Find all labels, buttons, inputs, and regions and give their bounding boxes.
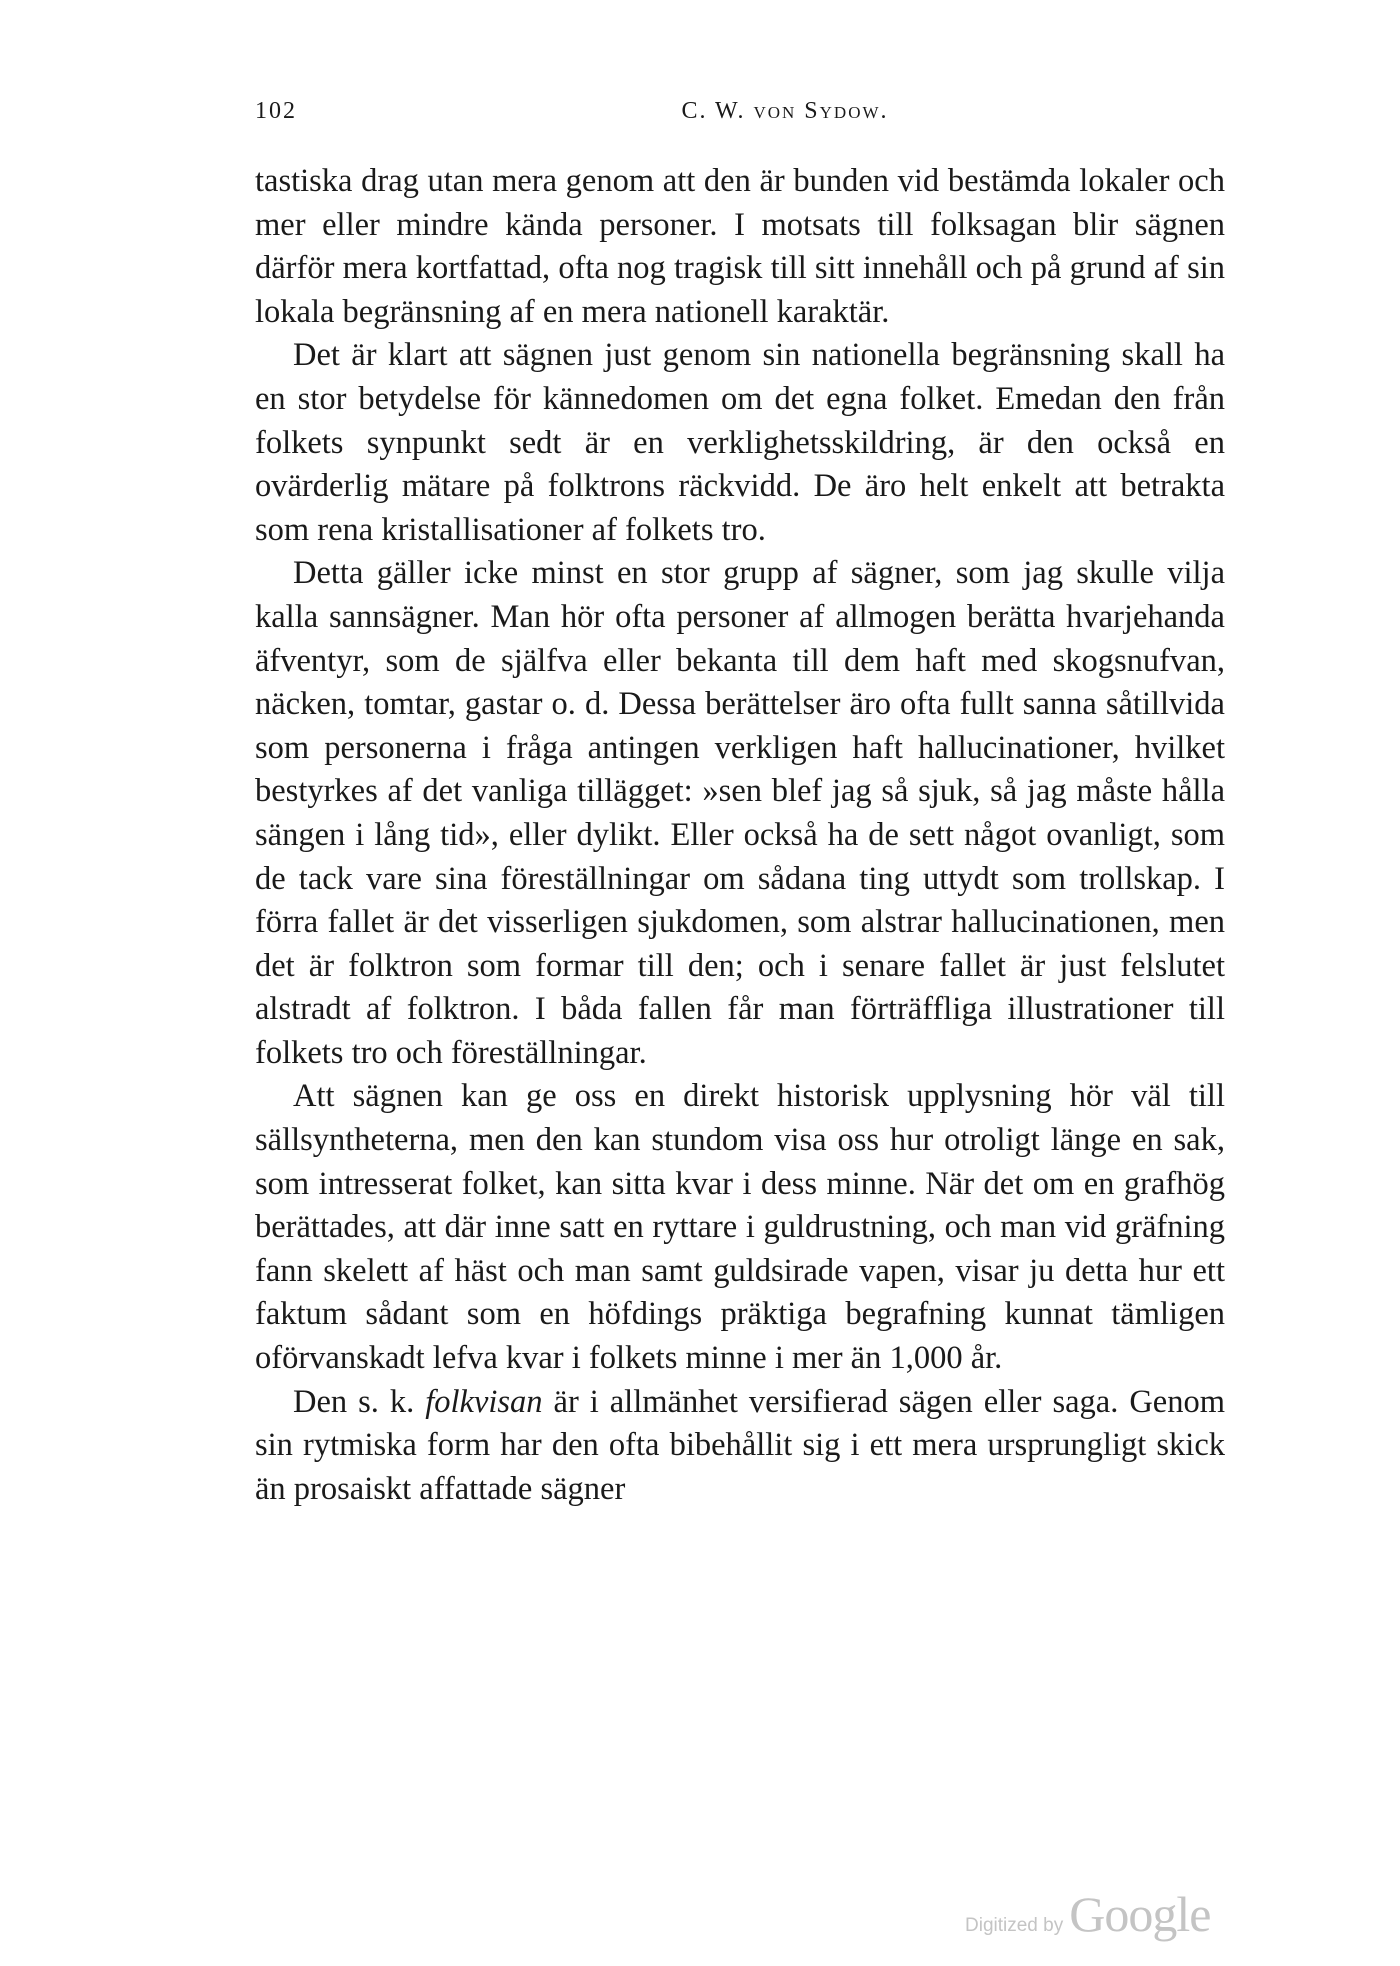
paragraph-1-text: tastiska drag utan mera genom att den är bunden vid bestämda lokaler och mer eller mindre kända personer. I motsats till folksagan blir sägnen därför mera kortfattad, ofta nog tragisk till sitt innehåll och på grund af sin lokala begränsning af en mera nationell karaktär. bbox=[255, 163, 1225, 330]
paragraph-5 bbox=[255, 1381, 1225, 1512]
paragraph-3-text: Detta gäller icke minst en stor grupp af sägner, som jag skulle vilja kalla sannsägner. Man hör ofta personer af allmogen berätta hvarjehanda äfventyr, som de själfva eller bekanta till dem haft med skogsnufvan, näcken, tomtar, gastar o. d. Dessa berättelser äro ofta fullt sanna såtillvida som personerna i fråga antingen verkligen haft hallucinationer, hvilket bestyrkes af det vanliga tillägget: »sen blef jag så sjuk, så jag måste hålla sängen i lång tid», eller dylikt. Eller också ha de sett något ovanligt, som de tack vare sina föreställningar om sådana ting uttydt som trollskap. I förra fallet är det visserligen sjukdomen, som alstrar hallucinationen, men det är folktron som formar till den; och i senare fallet är just felslutet alstradt af folktron. I båda fallen får man förträffliga illustrationer till folkets tro och föreställningar. bbox=[255, 555, 1225, 1071]
google-logo: Google bbox=[1069, 1886, 1211, 1942]
paragraph-4 bbox=[255, 1075, 1225, 1380]
page-number: 102 bbox=[255, 98, 297, 124]
body-text bbox=[255, 160, 1225, 1511]
digitized-watermark bbox=[965, 1885, 1210, 1945]
paragraph-2 bbox=[255, 334, 1225, 552]
paragraph-4-text: Att sägnen kan ge oss en direkt historisk upplysning hör väl till sällsyntheterna, men den kan stundom visa oss hur otroligt länge en sak, som intresserat folket, kan sitta kvar i dess minne. När det om en grafhög berättades, att där inne satt en ryttare i guldrustning, och man vid gräfning fann skelett af häst och man samt guldsirade vapen, visar ju detta hur ett faktum sådant som en höfdings präktiga begrafning kunnat tämligen oförvanskadt lefva kvar i folkets minne i mer än 1,000 år. bbox=[255, 1078, 1225, 1377]
paragraph-5-text-b: är i allmänhet versifierad sägen eller saga. Genom sin rytmiska form har den ofta bibehållit sig i ett mera ursprungligt skick än prosaiskt affattade sägner bbox=[255, 1383, 1225, 1507]
folkvisan-term: folkvisan bbox=[425, 1383, 543, 1420]
paragraph-3 bbox=[255, 552, 1225, 1075]
running-head bbox=[255, 98, 1225, 132]
paragraph-1 bbox=[255, 160, 1225, 334]
running-title: C. W. von Sydow. bbox=[681, 98, 889, 124]
paragraph-2-text: Det är klart att sägnen just genom sin nationella begränsning skall ha en stor betydelse för kännedomen om det egna folket. Emedan den från folkets synpunkt sedt är en verklighetsskildring, är den också en ovärderlig mätare på folktrons räckvidd. De äro helt enkelt att betrakta som rena kristallisationer af folkets tro. bbox=[255, 337, 1225, 548]
watermark-prefix: Digitized by bbox=[965, 1915, 1064, 1936]
paragraph-5-text-a: Den s. k. bbox=[293, 1383, 426, 1420]
